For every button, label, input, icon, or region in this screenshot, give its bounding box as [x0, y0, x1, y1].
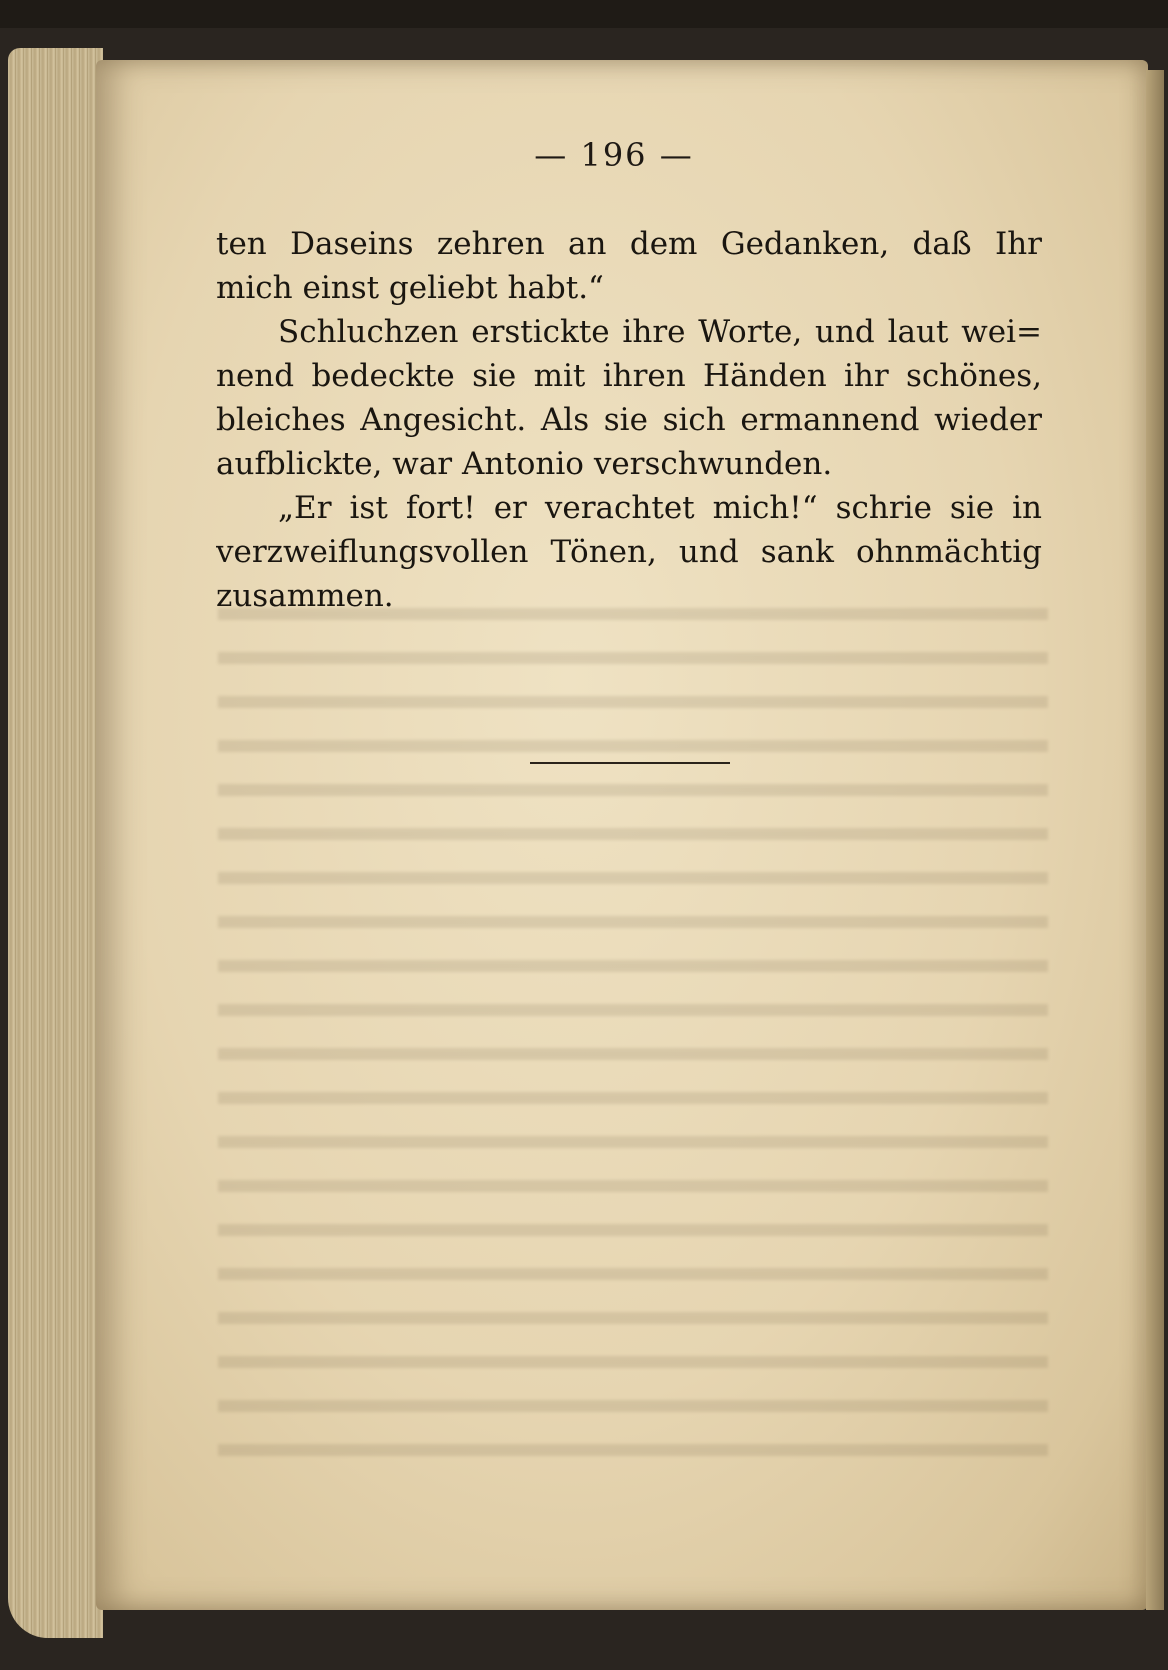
text-line: „Er ist fort! er verachtet mich!“ schrie sie in	[278, 490, 1042, 526]
show-through-texture	[218, 590, 1048, 1470]
text-line: Schluchzen erstickte ihre Worte, und laut wei=	[278, 314, 1042, 350]
section-divider-rule	[530, 762, 730, 764]
text-line: nend bedeckte sie mit ihren Händen ihr schönes,	[216, 358, 1042, 394]
text-line: ten Daseins zehren an dem Gedanken, daß Ihr	[216, 226, 1042, 262]
text-line: zusammen.	[216, 578, 394, 614]
text-line: mich einst geliebt habt.“	[216, 270, 604, 306]
text-line: aufblickte, war Antonio verschwunden.	[216, 446, 833, 482]
page-stack-edge	[8, 48, 103, 1638]
body-text	[216, 222, 1042, 618]
book-right-edge	[1146, 70, 1164, 1610]
text-line: verzweiflungsvollen Tönen, und sank ohnmächtig	[216, 534, 1042, 570]
text-line: bleiches Angesicht. Als sie sich ermannend wieder	[216, 402, 1042, 438]
page-number: — 196 —	[534, 136, 694, 174]
